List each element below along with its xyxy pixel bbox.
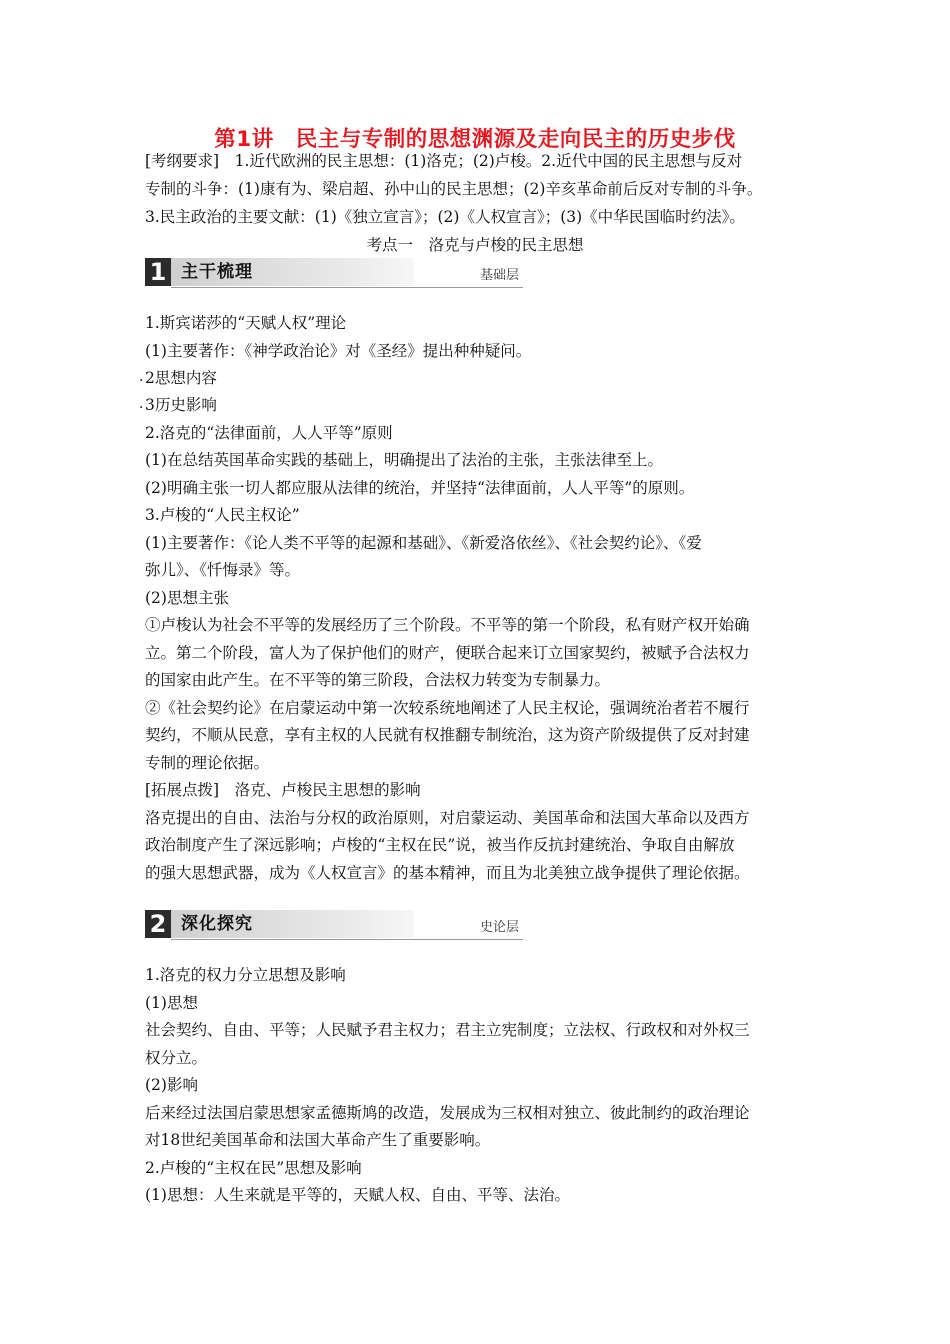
text-line: 3.卢梭的“人民主权论” (145, 506, 300, 524)
lesson-title: 第1讲 民主与专制的思想渊源及走向民主的历史步伐 (214, 127, 736, 152)
section-layer-tag: 基础层 (479, 268, 519, 283)
section-banner-1 (145, 258, 523, 286)
section-number: 2 (145, 910, 171, 938)
text-line: 1.洛克的权力分立思想及影响 (145, 966, 346, 984)
text-line: 对18世纪美国革命和法国大革命产生了重要影响。 (145, 1131, 491, 1149)
text-line: 弥儿》、《忏悔录》等。 (145, 561, 301, 579)
text-line: (1)主要著作：《论人类不平等的起源和基础》、《新爱洛依丝》、《社会契约论》、《爱 (145, 534, 702, 552)
text-line: 的强大思想武器，成为《人权宣言》的基本精神，而且为北美独立战争提供了理论依据。 (145, 864, 750, 882)
section-label: 深化探究 (181, 914, 253, 934)
requirements-line: 3.民主政治的主要文献：(1)《独立宣言》；(2)《人权宣言》；(3)《中华民国临时约法》。 (145, 208, 745, 226)
requirements-line: 专制的斗争：(1)康有为、梁启超、孙中山的民主思想；(2)辛亥革命前后反对专制的斗争。 (145, 180, 763, 198)
text-line: (1)思想：人生来就是平等的，天赋人权、自由、平等、法治。 (145, 1186, 570, 1204)
text-line: 权分立。 (145, 1049, 208, 1067)
text-line: (2)思想主张 (145, 589, 229, 607)
text-line: 政治制度产生了深远影响；卢梭的“主权在民”说，被当作反抗封建统治、争取自由解放 (145, 836, 735, 854)
banner-rule (171, 287, 523, 288)
bullet-mark: · (139, 400, 144, 416)
text-line: 1.斯宾诺莎的“天赋人权”理论 (145, 314, 347, 332)
text-line: ②《社会契约论》在启蒙运动中第一次较系统地阐述了人民主权论，强调统治者若不履行 (145, 699, 750, 717)
text-line: 2.卢梭的“主权在民”思想及影响 (145, 1159, 362, 1177)
text-line: 2.洛克的“法律面前，人人平等”原则 (145, 424, 393, 442)
text-line: (1)主要著作：《神学政治论》对《圣经》提出种种疑问。 (145, 342, 532, 360)
text-line: 专制的理论依据。 (145, 754, 270, 772)
bullet-mark: · (139, 373, 144, 389)
topic-heading: 考点一 洛克与卢梭的民主思想 (366, 236, 584, 254)
text-line: 2思想内容 (145, 369, 217, 387)
text-line: 立。第二个阶段，富人为了保护他们的财产，便联合起来订立国家契约，被赋予合法权力 (145, 644, 750, 662)
text-line: 洛克提出的自由、法治与分权的政治原则，对启蒙运动、美国革命和法国大革命以及西方 (145, 809, 750, 827)
text-line: 3历史影响 (145, 396, 217, 414)
text-line: 的国家由此产生。在不平等的第三阶段，合法权力转变为专制暴力。 (145, 671, 611, 689)
section-layer-tag: 史论层 (479, 920, 519, 935)
text-line: (2)影响 (145, 1076, 198, 1094)
text-line: (1)思想 (145, 994, 198, 1012)
text-line: 契约，不顺从民意，享有主权的人民就有权推翻专制统治，这为资产阶级提供了反对封建 (145, 726, 750, 744)
text-line: 后来经过法国启蒙思想家孟德斯鸠的改造，发展成为三权相对独立、彼此制约的政治理论 (145, 1104, 750, 1122)
section-number: 1 (145, 258, 171, 286)
text-line: 社会契约、自由、平等；人民赋予君主权力；君主立宪制度；立法权、行政权和对外权三 (145, 1021, 750, 1039)
banner-rule (171, 939, 523, 940)
requirements-line: [考纲要求] 1.近代欧洲的民主思想：(1)洛克；(2)卢梭。2.近代中国的民主思想与反对 (145, 152, 743, 170)
section-banner-2 (145, 910, 523, 938)
text-line: (2)明确主张一切人都应服从法律的统治，并坚持“法律面前，人人平等”的原则。 (145, 479, 695, 497)
text-line: [拓展点拨] 洛克、卢梭民主思想的影响 (145, 781, 421, 799)
text-line: ①卢梭认为社会不平等的发展经历了三个阶段。不平等的第一个阶段，私有财产权开始确 (145, 616, 750, 634)
section-label: 主干梳理 (181, 262, 253, 282)
text-line: (1)在总结英国革命实践的基础上，明确提出了法治的主张，主张法律至上。 (145, 451, 663, 469)
